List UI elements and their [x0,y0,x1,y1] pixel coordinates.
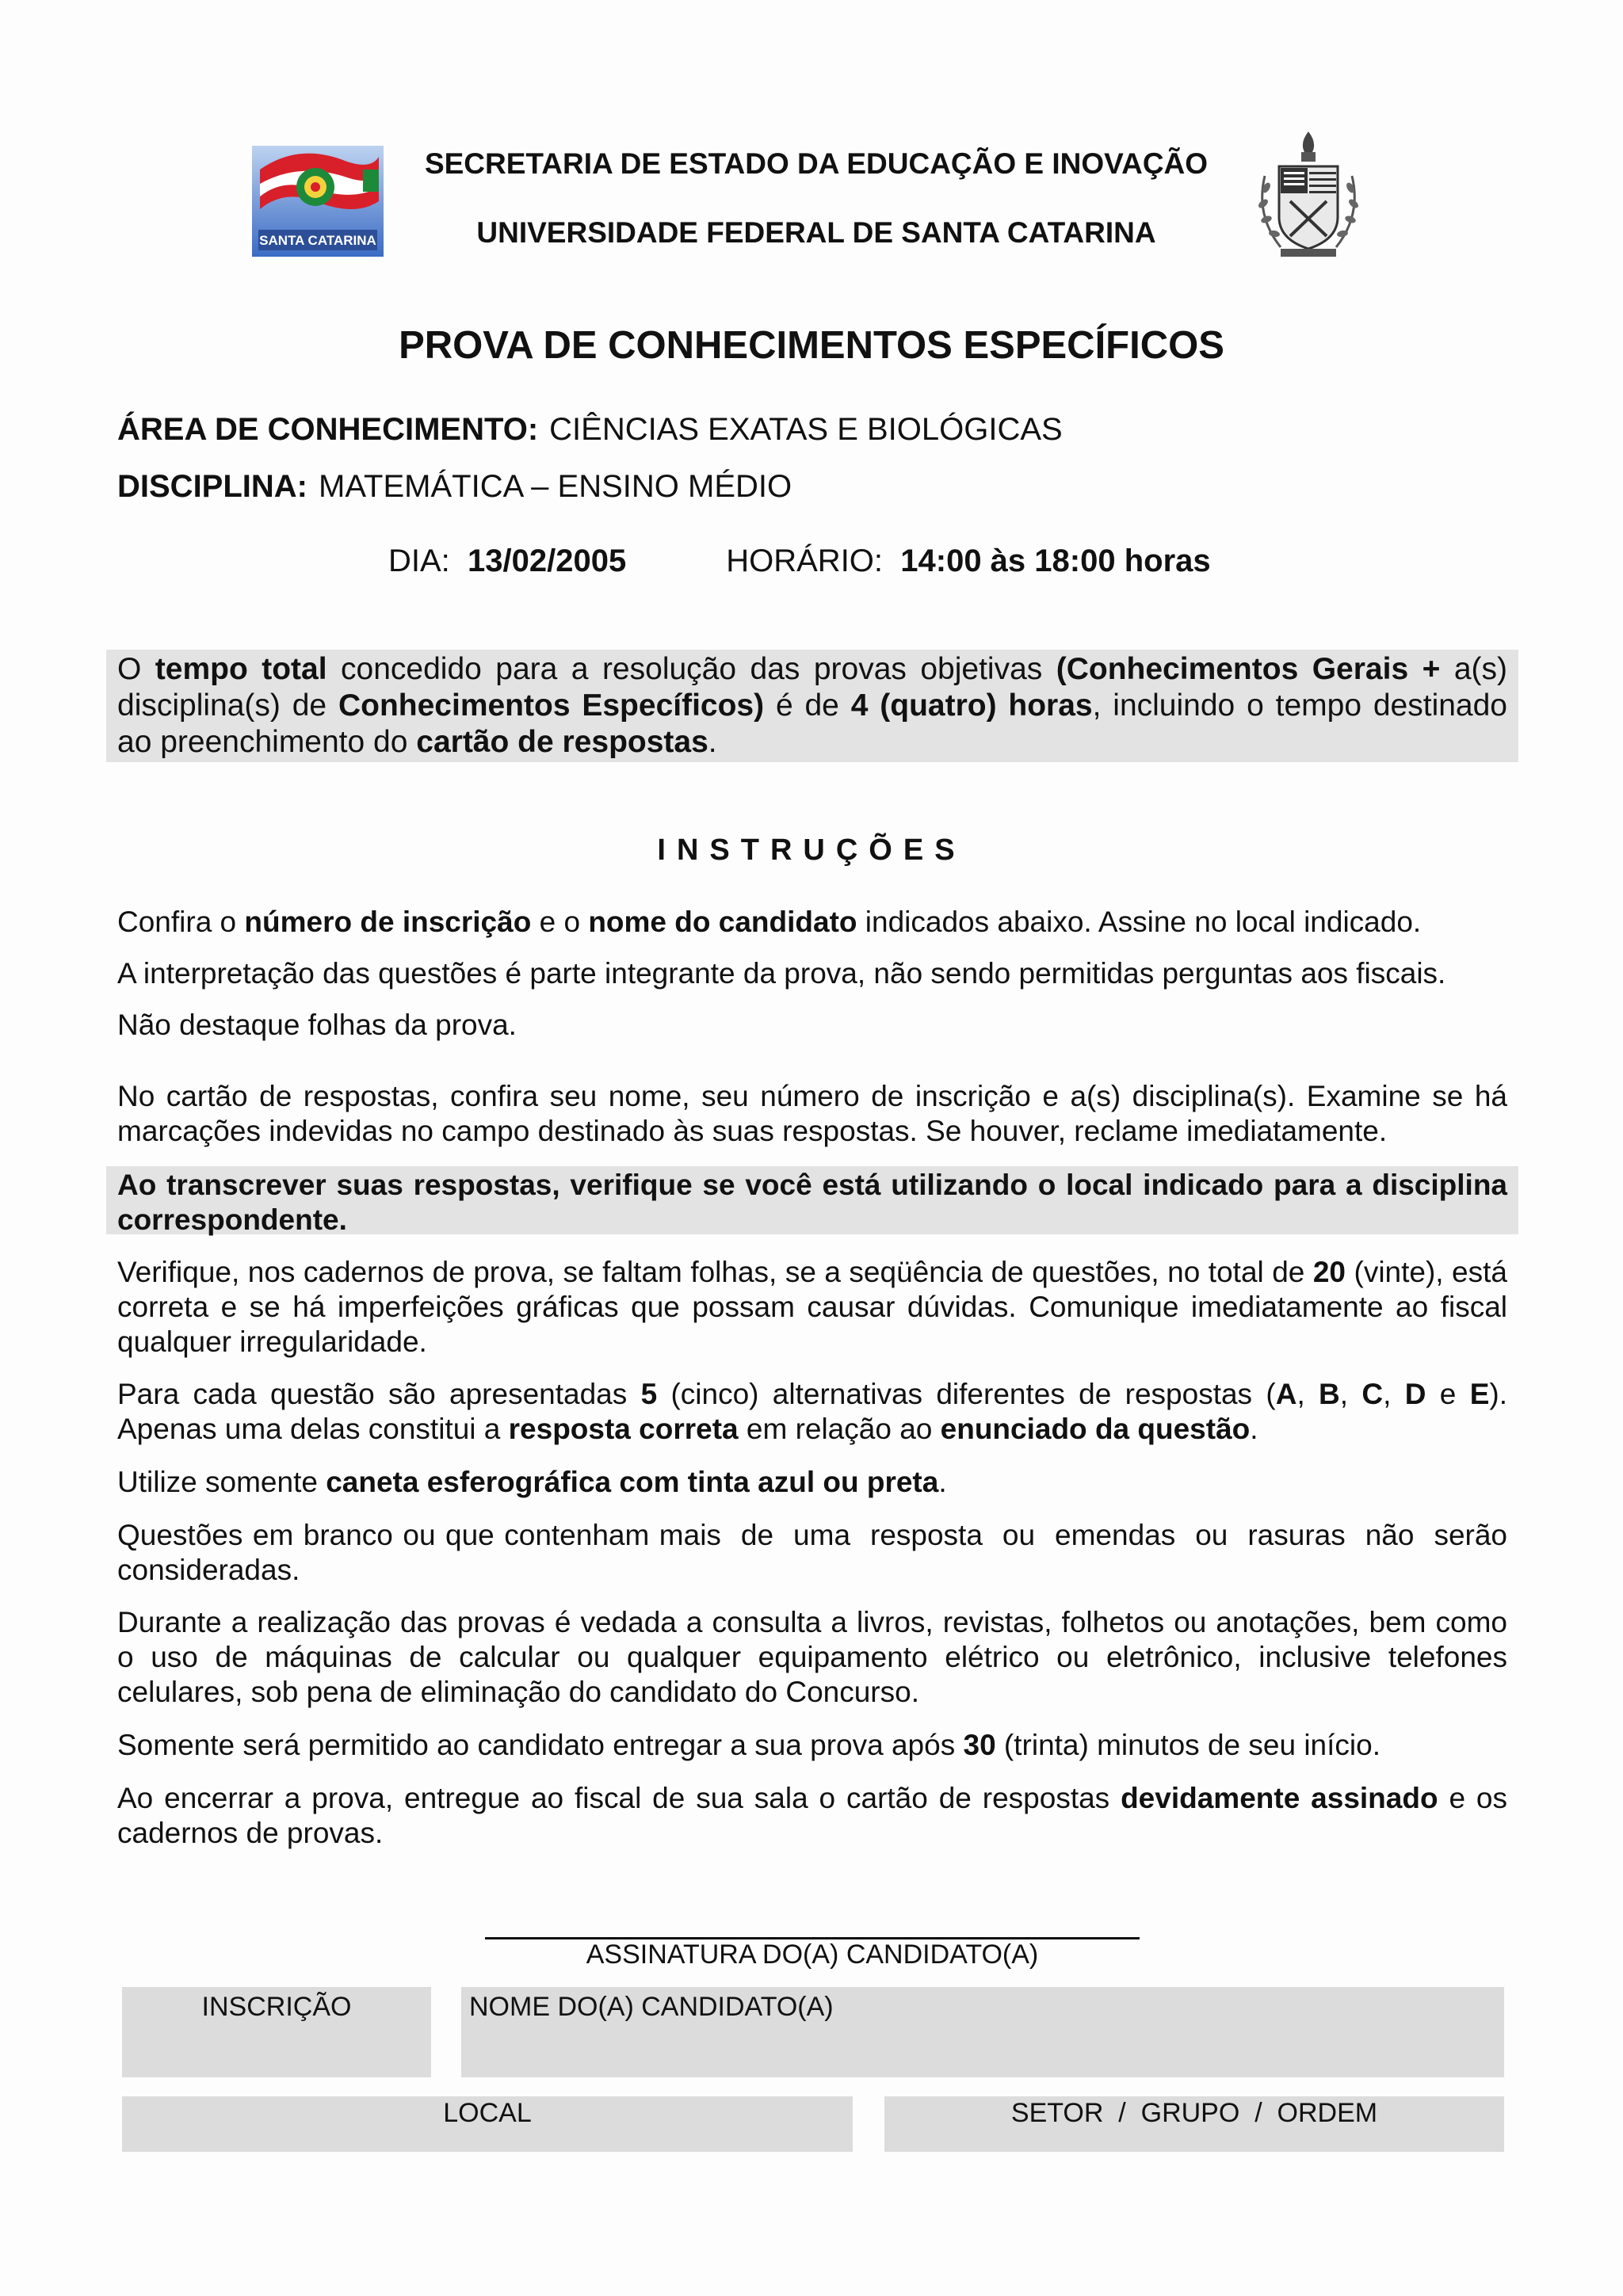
instruction-11: Somente será permitido ao candidato entregar a sua prova após 30 (trinta) minutos de seu início. [117,1729,1381,1761]
dia-value: 13/02/2005 [468,543,627,578]
instruction-1: Confira o número de inscrição e o nome do candidato indicados abaixo. Assine no local indicado. [117,906,1422,938]
instruction-6: Verifique, nos cadernos de prova, se faltam folhas, se a seqüência de questões, no total de 20 (vinte), está correta e se há imperfeições gráficas que possam causar dúvidas. Comunique imediatamente ao fiscal qualquer irregularidade. [117,1256,1507,1358]
time-notice-text: O tempo total concedido para a resolução das provas objetivas (Conhecimentos Gerais + a(s) disciplina(s) de Conhecimentos Específicos) é de 4 (quatro) horas, incluindo o tempo destinado ao preenchimento do cartão de respostas. [117,652,1507,759]
disciplina-value: MATEMÁTICA – ENSINO MÉDIO [319,469,792,504]
instruction-9: Questões em branco ou que contenham mais de uma resposta ou emendas ou rasuras não serão consideradas. [117,1519,1516,1586]
instructions-title: INSTRUÇÕES [657,833,966,867]
nome-field[interactable] [461,1987,1504,2077]
area-value: CIÊNCIAS EXATAS E BIOLÓGICAS [549,412,1063,447]
area-field [117,412,1063,448]
horario-value: 14:00 às 18:00 horas [900,543,1211,578]
local-label: LOCAL [443,2098,532,2128]
setor-grupo-ordem-label: SETOR / GRUPO / ORDEM [1010,2098,1378,2128]
instruction-5: Ao transcrever suas respostas, verifique se você está utilizando o local indicado para a disciplina correspondente. [117,1169,1507,1236]
instruction-10: Durante a realização das provas é vedada a consulta a livros, revistas, folhetos ou anotações, bem como o uso de máquinas de calcular ou qualquer equipamento elétrico ou eletrônico, inclusive telefones celulares, sob pena de eliminação do candidato do Concurso. [117,1606,1507,1708]
header-secretaria: SECRETARIA DE ESTADO DA EDUCAÇÃO E INOVAÇÃO [424,147,1209,180]
nome-label: NOME DO(A) CANDIDATO(A) [469,1992,834,2022]
instruction-12: Ao encerrar a prova, entregue ao fiscal de sua sala o cartão de respostas devidamente assinado e os cadernos de provas. [117,1782,1507,1849]
santa-catarina-logo [252,146,384,257]
signature-label: ASSINATURA DO(A) CANDIDATO(A) [586,1939,1039,1970]
page-title: PROVA DE CONHECIMENTOS ESPECÍFICOS [399,324,1224,367]
ufsc-coat-of-arms-logo [1249,128,1368,263]
instruction-8: Utilize somente caneta esferográfica com tinta azul ou preta. [117,1466,947,1498]
disciplina-field [117,469,792,505]
header-universidade: UNIVERSIDADE FEDERAL DE SANTA CATARINA [476,216,1156,249]
horario-label: HORÁRIO: [726,543,884,578]
instruction-2: A interpretação das questões é parte integrante da prova, não sendo permitidas perguntas aos fiscais. [117,957,1446,990]
date-time-line [388,543,1211,579]
area-label: ÁREA DE CONHECIMENTO: [117,412,539,447]
instruction-3: Não destaque folhas da prova. [117,1009,517,1041]
inscricao-field[interactable] [122,1987,431,2077]
disciplina-label: DISCIPLINA: [117,469,307,504]
dia-label: DIA: [388,543,450,578]
setor-grupo-ordem-field[interactable] [884,2096,1504,2152]
inscricao-label: INSCRIÇÃO [201,1992,352,2022]
instruction-7: Para cada questão são apresentadas 5 (cinco) alternativas diferentes de respostas (A, B, C, D e E). Apenas uma delas constitui a resposta correta em relação ao enunciado da questão. [117,1378,1507,1445]
logo-text: SANTA CATARINA [259,233,376,248]
instruction-4: No cartão de respostas, confira seu nome, seu número de inscrição e a(s) disciplina(s). Examine se há marcações indevidas no campo destinado às suas respostas. Se houver, reclame imediatamente. [117,1080,1507,1147]
local-field[interactable] [122,2096,853,2152]
